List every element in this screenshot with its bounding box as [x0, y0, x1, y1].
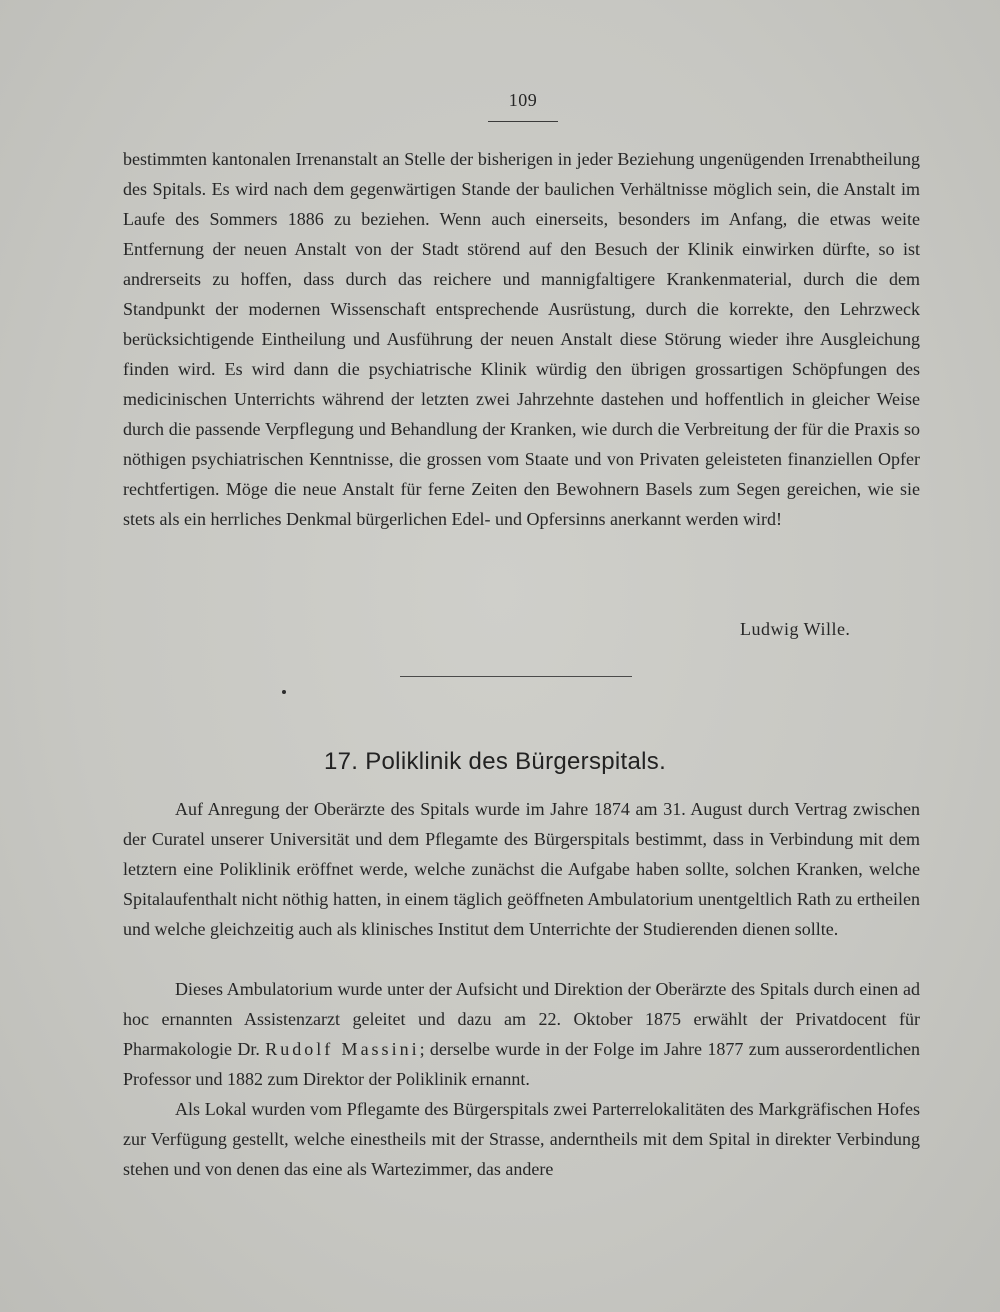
page-number: 109	[508, 90, 538, 110]
paragraph-text-start: Dieses Ambulatorium wurde unter der Aufsicht und Direktion der Oberärzte des Spitals durch einen ad hoc ernannten Assistenzarzt geleitet und dazu am 22. Oktober 1875 erwählt der Privatdocent für Pharmakologie Dr.	[123, 979, 920, 1059]
person-name: Rudolf Massini	[265, 1039, 420, 1059]
page-number-rule	[488, 121, 558, 122]
ink-dot	[282, 690, 286, 694]
section-heading: 17. Poliklinik des Bürgerspitals.	[324, 748, 667, 775]
paragraph-psychiatric-clinic: bestimmten kantonalen Irrenanstalt an Stelle der bisherigen in jeder Beziehung ungenügenden Irrenabtheilung des Spitals. Es wird nach dem gegenwärtigen Stande der baulichen Verhältnisse möglich sein, die Anstalt im Laufe des Sommers 1886 zu beziehen. Wenn auch einerseits, besonders im Anfang, die etwas weite Entfernung der neuen Anstalt von der Stadt störend auf den Besuch der Klinik einwirken dürfte, so ist andrerseits zu hoffen, dass durch das reichere und mannigfaltigere Krankenmaterial, durch die dem Standpunkt der modernen Wissenschaft entsprechende Ausrüstung, durch die korrekte, den Lehrzweck berücksichtigende Eintheilung und Ausführung der neuen Anstalt diese Störung wieder ihre Ausgleichung finden wird. Es wird dann die psychiatrische Klinik würdig den übrigen grossartigen Schöpfungen des medicinischen Unterrichts während der letzten zwei Jahrzehnte dastehen und hoffentlich in gleicher Weise durch die passende Verpflegung und Behandlung der Kranken, wie durch die Verbreitung der für die Praxis so nöthigen psychiatrischen Kenntnisse, die grossen vom Staate und von Privaten geleisteten finanziellen Opfer rechtfertigen. Möge die neue Anstalt für ferne Zeiten den Bewohnern Basels zum Segen gereichen, wie sie stets als ein herrliches Denkmal bürgerlichen Edel- und Opfersinns anerkannt werden wird!	[123, 149, 920, 529]
paragraph-lokal: Als Lokal wurden vom Pflegamte des Bürgerspitals zwei Parterrelokalitäten des Markgräfischen Hofes zur Verfügung gestellt, welche einestheils mit der Strasse, anderntheils mit dem Spital in direkter Verbindung stehen und von denen das eine als Wartezimmer, das andere	[123, 1099, 920, 1179]
author-signature: Ludwig Wille.	[740, 619, 851, 639]
paragraph-ambulatorium	[123, 974, 920, 1094]
section-divider	[400, 676, 632, 677]
paragraph-poliklinik-founding: Auf Anregung der Oberärzte des Spitals wurde im Jahre 1874 am 31. August durch Vertrag zwischen der Curatel unserer Universität und dem Pflegamte des Bürgerspitals bestimmt, dass in Verbindung mit dem letztern eine Poliklinik eröffnet werde, welche zunächst die Aufgabe haben sollte, solchen Kranken, welche Spitalaufenthalt nicht nöthig hatten, in einem täglich geöffneten Ambulatorium unentgeltlich Rath zu ertheilen und welche gleichzeitig auch als klinisches Institut dem Unterrichte der Studierenden dienen sollte.	[123, 799, 920, 939]
paragraph-text-end: ; derselbe wurde in der Folge im Jahre 1877 zum ausserordentlichen Professor und 1882 zum Direktor der Poliklinik ernannt.	[123, 1039, 921, 1089]
